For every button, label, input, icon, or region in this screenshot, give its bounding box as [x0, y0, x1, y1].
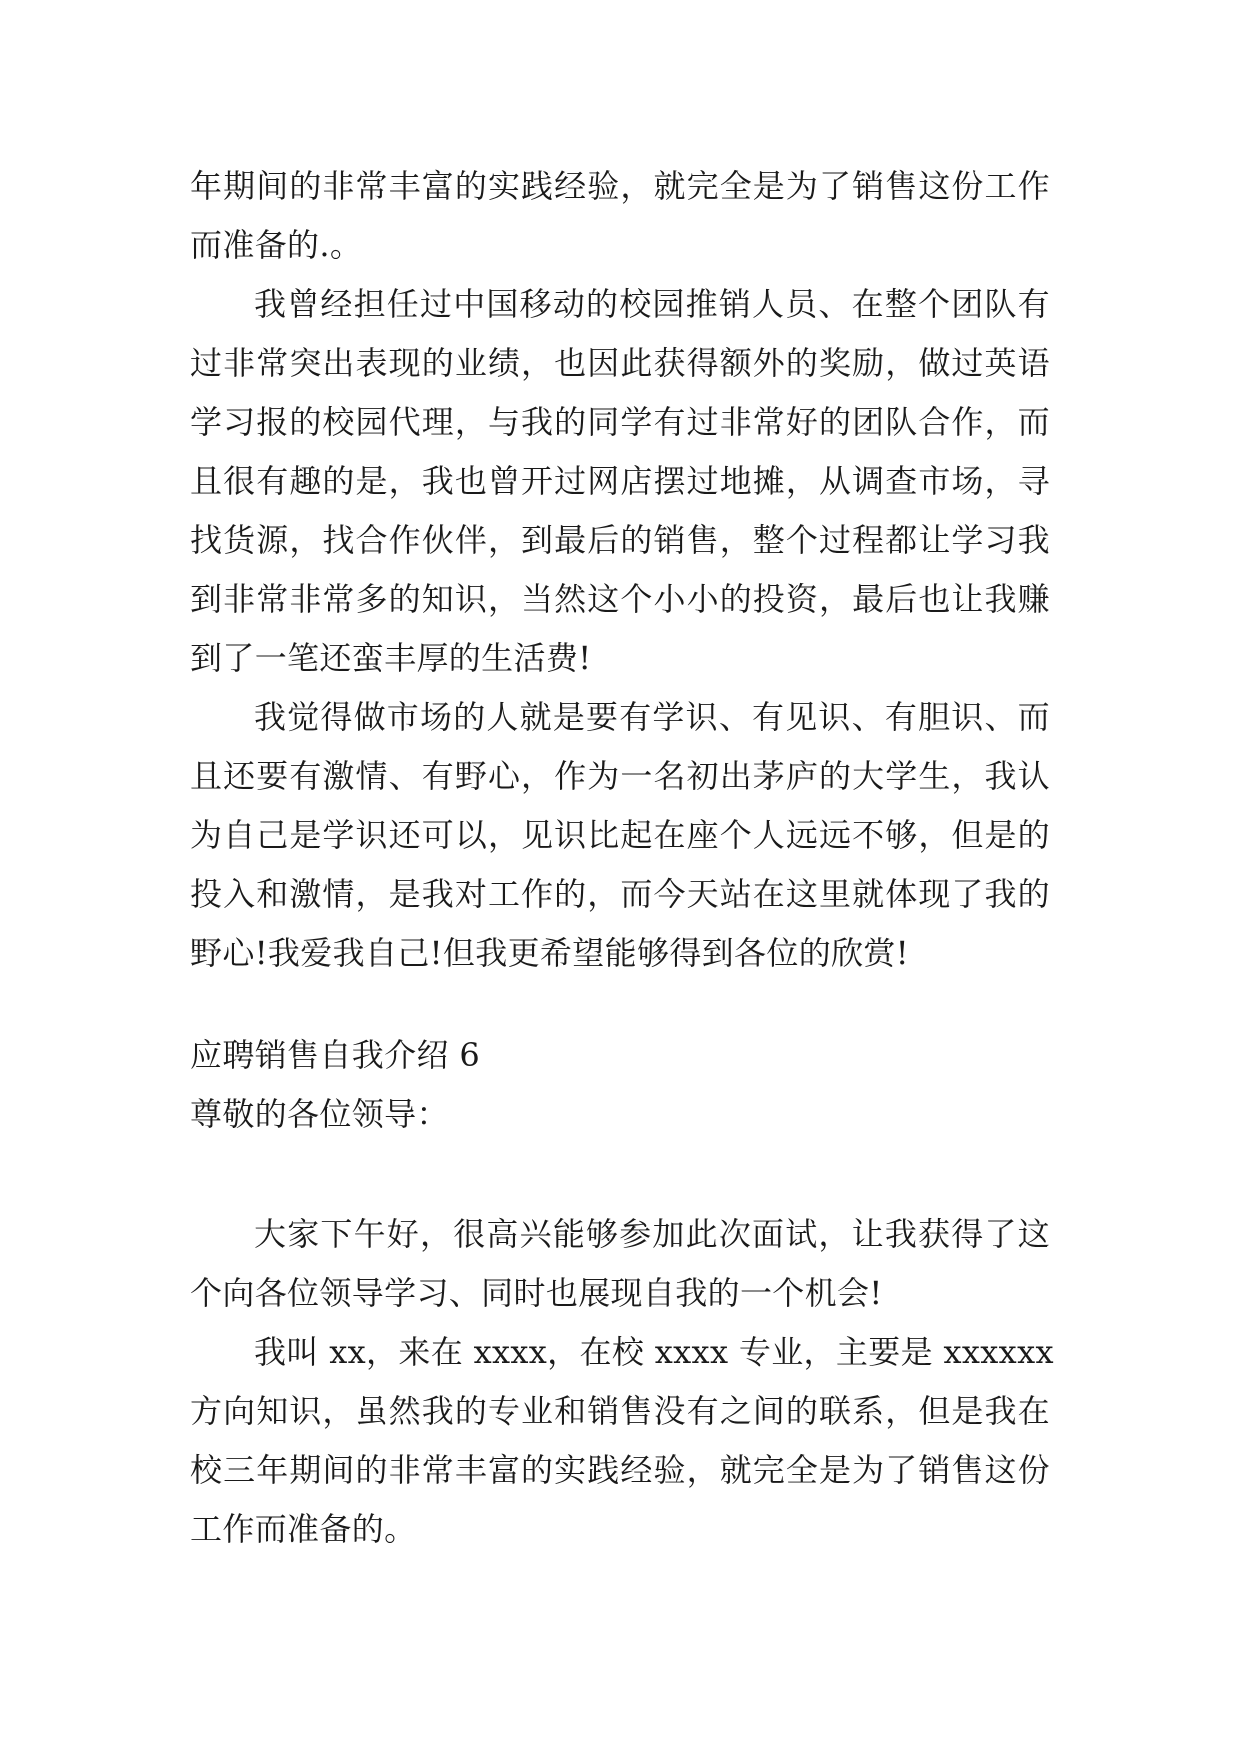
paragraph-first-line: 我叫 xx，来在 xxxx，在校 xxxx 专业，主要是 xxxxxx	[254, 1333, 1054, 1371]
text-line: 野心!我爱我自己!但我更希望能够得到各位的欣赏!	[190, 934, 909, 972]
text-line: 到非常非常多的知识，当然这个小小的投资，最后也让我赚	[190, 580, 1050, 618]
text-line: 为自己是学识还可以，见识比起在座个人远远不够，但是的	[190, 816, 1050, 854]
text-line: 个向各位领导学习、同时也展现自我的一个机会!	[190, 1274, 883, 1312]
text-line: 校三年期间的非常丰富的实践经验，就完全是为了销售这份	[190, 1451, 1050, 1489]
section-heading: 应聘销售自我介绍 6	[190, 1036, 481, 1074]
paragraph-first-line: 我曾经担任过中国移动的校园推销人员、在整个团队有	[254, 285, 1050, 323]
text-line: 学习报的校园代理，与我的同学有过非常好的团队合作，而	[190, 403, 1050, 441]
text-line: 投入和激情，是我对工作的，而今天站在这里就体现了我的	[190, 875, 1050, 913]
text-line: 方向知识，虽然我的专业和销售没有之间的联系，但是我在	[190, 1392, 1050, 1430]
text-line: 工作而准备的。	[190, 1510, 417, 1548]
text-line: 过非常突出表现的业绩，也因此获得额外的奖励，做过英语	[190, 344, 1050, 382]
text-line: 而准备的.。	[190, 226, 363, 264]
text-line: 且很有趣的是，我也曾开过网店摆过地摊，从调查市场，寻	[190, 462, 1050, 500]
paragraph-first-line: 大家下午好，很高兴能够参加此次面试，让我获得了这	[254, 1215, 1050, 1253]
text-line: 找货源，找合作伙伴，到最后的销售，整个过程都让学习我	[190, 521, 1050, 559]
paragraph-first-line: 我觉得做市场的人就是要有学识、有见识、有胆识、而	[254, 698, 1050, 736]
text-line: 到了一笔还蛮丰厚的生活费!	[190, 639, 592, 677]
text-line: 且还要有激情、有野心，作为一名初出茅庐的大学生，我认	[190, 757, 1050, 795]
salutation: 尊敬的各位领导：	[190, 1095, 449, 1133]
text-line: 年期间的非常丰富的实践经验，就完全是为了销售这份工作	[190, 167, 1050, 205]
